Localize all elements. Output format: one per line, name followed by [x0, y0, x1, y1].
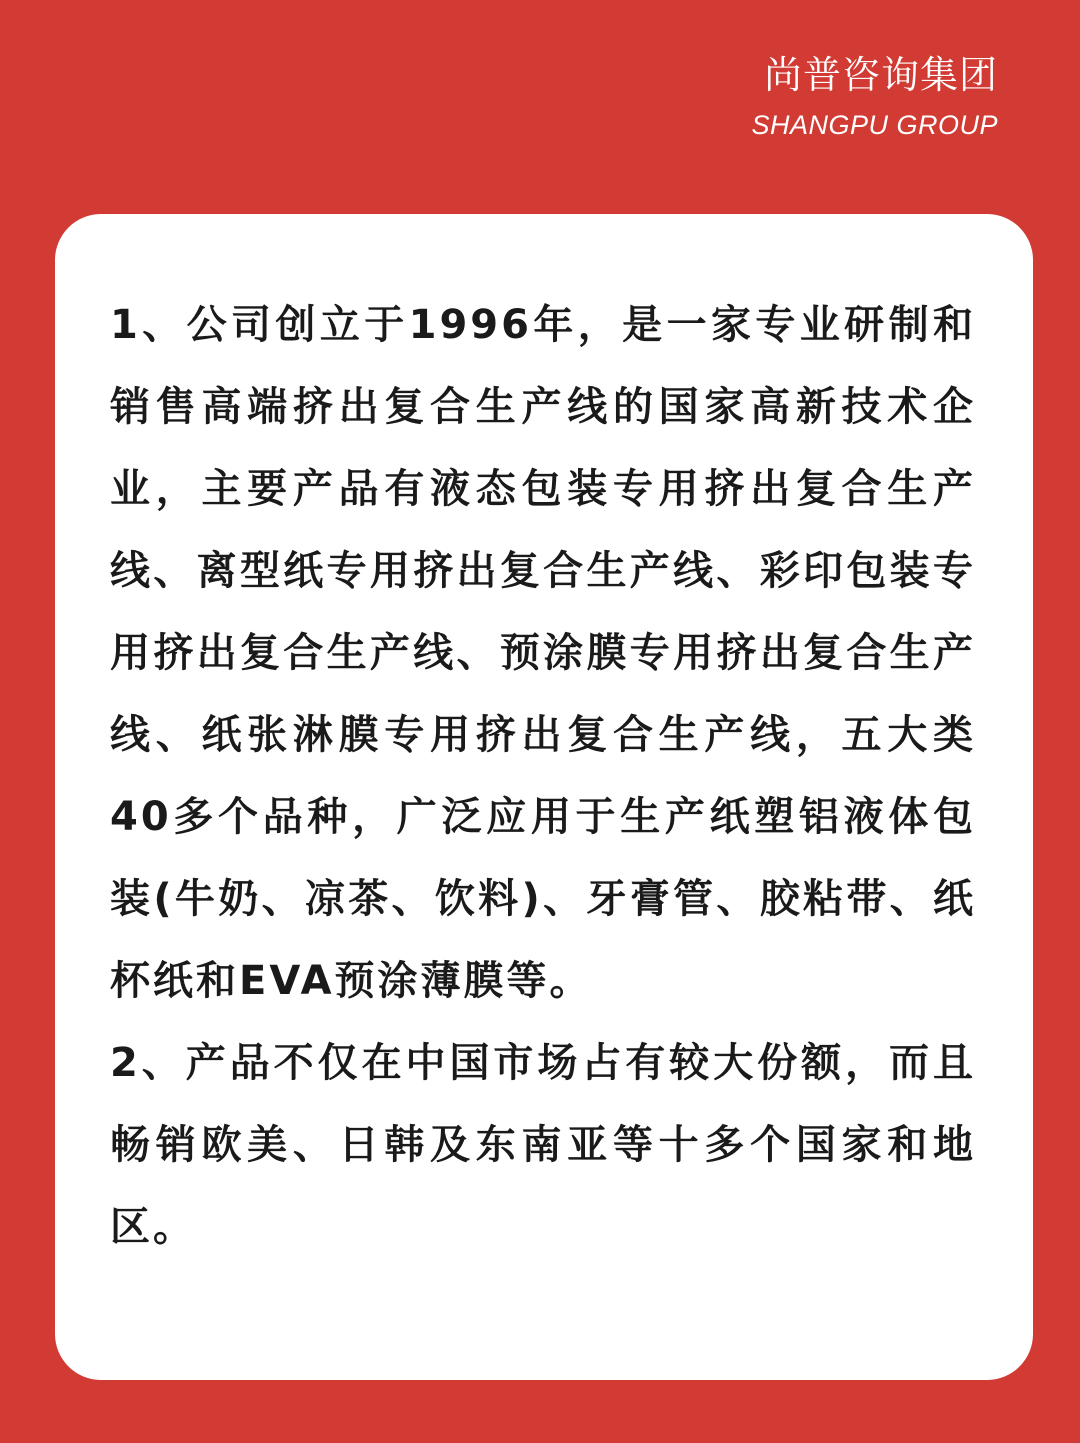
brand-name-en: SHANGPU GROUP [751, 110, 998, 140]
brand-block [751, 50, 998, 142]
brand-name-cn: 尚普咨询集团 [763, 53, 998, 97]
content-card [55, 214, 1033, 1380]
paragraph-2: 2、产品不仅在中国市场占有较大份额，而且畅销欧美、日韩及东南亚等十多个国家和地区。 [110, 1040, 976, 1250]
paragraph-1: 1、公司创立于1996年，是一家专业研制和销售高端挤出复合生产线的国家高新技术企业，主要产品有液态包装专用挤出复合生产线、离型纸专用挤出复合生产线、彩印包装专用挤出复合生产线、预涂膜专用挤出复合生产线、纸张淋膜专用挤出复合生产线，五大类40多个品种，广泛应用于生产纸塑铝液体包装(牛奶、凉茶、饮料)、牙膏管、胶粘带、纸杯纸和EVA预涂薄膜等。 [110, 302, 976, 1004]
content-text [110, 284, 976, 1268]
